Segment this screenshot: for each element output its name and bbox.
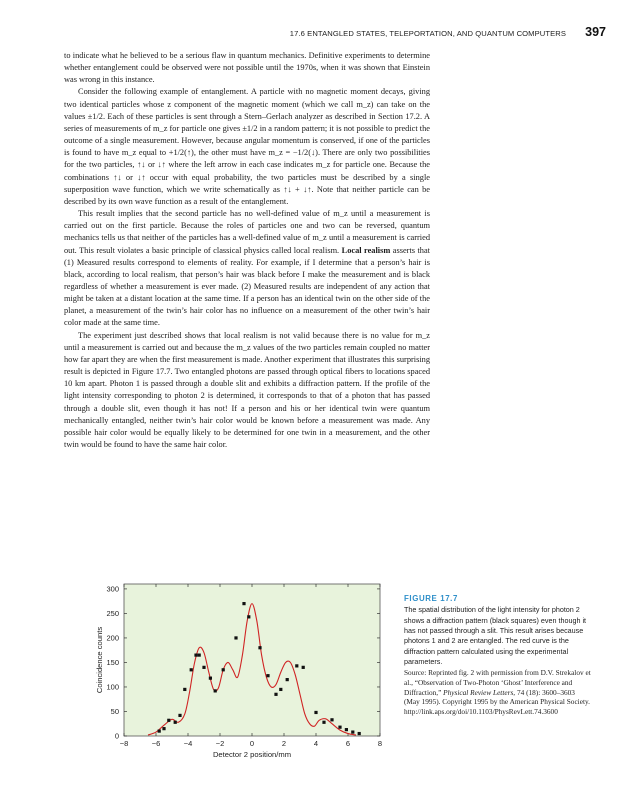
running-head: 17.6 ENTANGLED STATES, TELEPORTATION, AND QUANTUM COMPUTERS [289,29,566,38]
y-tick-label: 250 [106,609,119,619]
figure-label: FIGURE 17.7 [404,594,458,603]
y-tick-label: 0 [114,731,119,741]
x-tick-label: −6 [151,739,161,748]
plot-area [124,584,380,736]
data-point [286,678,289,681]
y-tick-label: 150 [106,658,119,668]
data-point [174,721,177,724]
x-tick-label: −4 [183,739,193,748]
local-realism-term: Local realism [341,245,391,255]
source-journal: Physical Review Letters [443,687,514,697]
data-point [183,688,186,691]
x-tick-label: 6 [345,739,351,748]
paragraph-1: to indicate what he believed to be a serious flaw in quantum mechanics. Definitive experiments to determine whether entanglement could be observed were not possible until the 1970s, when it was shown that Einstein was wrong in this instance. [64,51,430,85]
caption-text: The spatial distribution of the light intensity for photon 2 shows a diffraction pattern (black squares) even though it has not passed through a slit. This result arises because photons 1 and 2 are entangled. The red curve is the diffraction pattern calculated using the experimental parameters. [404,605,587,667]
data-point [258,646,261,649]
data-point [302,666,305,669]
data-point [242,602,245,605]
data-point [198,653,201,656]
data-point [295,664,298,667]
data-point [358,732,361,735]
y-tick-label: 50 [110,707,119,717]
x-axis-label: Detector 2 position/mm [212,750,292,759]
data-point [222,668,225,671]
x-tick-label: 8 [377,739,383,748]
data-point [202,666,205,669]
data-point [322,721,325,724]
data-point [314,711,317,714]
data-point [266,674,269,677]
source-details: , 74 (18): 3600–3603 (May 1995). Copyright 1995 by the American Physical Society. http://link.aps.org/doi/10.1103/PhysRevLett.74.3600 [404,687,590,716]
y-axis-label: Coincidence counts [95,626,104,694]
data-point [194,653,197,656]
data-point [209,677,212,680]
data-point [345,728,348,731]
x-tick-label: −2 [215,739,225,748]
y-tick-label: 100 [106,682,119,692]
caption-source [404,668,592,716]
paragraph-2: Consider the following example of entanglement. A particle with no magnetic moment decays, giving two identical particles whose z component of the magnetic moment (which we call m_z) can take on the values ±1/2. Each of these particles is sent through a Stern–Gerlach analyzer as described in Section 17.2. A series of measurements of m_z for particle one gives ±1/2 in a random pattern; it is not possible to predict the outcome of a single measurement. However, because angular momentum is conserved, if one of the particles is found to have m_z equal to +1/2(↑), the other must have m_z = −1/2(↓). There are only two possibilities for the two particles, ↑↓ or ↓↑ where the left arrow in each case indicates m_z for particle one. Because the combinations ↑↓ or ↓↑ occur with equal probability, the two particles must be described by a single superposition wave function, which we write schematically as ↑↓ + ↓↑. Note that neither particle can be described by its own wave function as a result of the entanglement. [64,87,430,206]
data-point [279,688,282,691]
x-tick-label: −8 [119,739,129,748]
data-point [234,636,237,639]
data-point [178,714,181,717]
data-point [338,726,341,729]
source-citation: Source: Reprinted fig. 2 with permission from D.V. Strekalov et al., “Observation of Two-Photon ‘Ghost’ Interference and Diffraction,” [404,668,591,697]
data-point [158,729,161,732]
x-tick-label: 0 [249,739,255,748]
data-point [214,689,217,692]
data-point [162,727,165,730]
data-point [274,693,277,696]
x-tick-label: 2 [281,739,287,748]
data-point [167,719,170,722]
paragraph-3-start: This result implies that the second particle has no well-defined value of m_z until a measurement is carried out on the first particle. Because the roles of particles one and two can be reversed, quantum mechanics tells us that neither of the particles has a well-defined value of m_z until a measurement is carried out. This result violates a basic principle of classical physics called local realism. [64,209,430,255]
data-point [190,668,193,671]
data-point [330,718,333,721]
x-tick-label: 4 [313,739,319,748]
y-tick-label: 200 [106,633,119,643]
chart-svg [70,576,390,766]
body-text [64,50,430,451]
figure-caption [404,594,592,716]
paragraph-4: The experiment just described shows that local realism is not valid because there is no value for m_z until a measurement is carried out and because the m_z values of the two particles remain coupled no matter how far apart they are when the first measurement is made. Another experiment that illustrates this surprising result is depicted in Figure 17.7. Two entangled photons are passed through optical fibers to locations spaced 10 km apart. Photon 1 is passed through a double slit and exhibits a diffraction pattern. If the profile of the light intensity corresponding to photon 2 is determined, it corresponds to that of a photon that has passed through a double slit, even though it has not! If a person and his or her identical twin were quantum mechanically entangled, neither twin’s hair color would be known before a measurement was made. Any possible hair color would be equally likely to be determined for one twin in a measurement, and the other twin would be found to have the same hair color. [64,330,430,449]
y-tick-label: 300 [106,584,119,594]
page-number: 397 [585,25,606,39]
page-header [0,26,626,42]
paragraph-3-end: asserts that (1) Measured results correspond to elements of reality. For example, if I determine that a person’s hair is black, according to local realism, that person’s hair was black before I make the measurement and is black regardless of whether a measurement is ever made. (2) Measured results are independent of any action that might be taken at a distant location at the same time. If a person has an identical twin on the other side of the planet, a measurement of the twin’s hair color has no influence on a measurement of the other twin’s hair color made at the same time. [64,245,431,328]
figure-17-7-chart [70,576,390,766]
data-point [351,730,354,733]
data-point [247,615,250,618]
paragraph-3 [64,208,430,330]
